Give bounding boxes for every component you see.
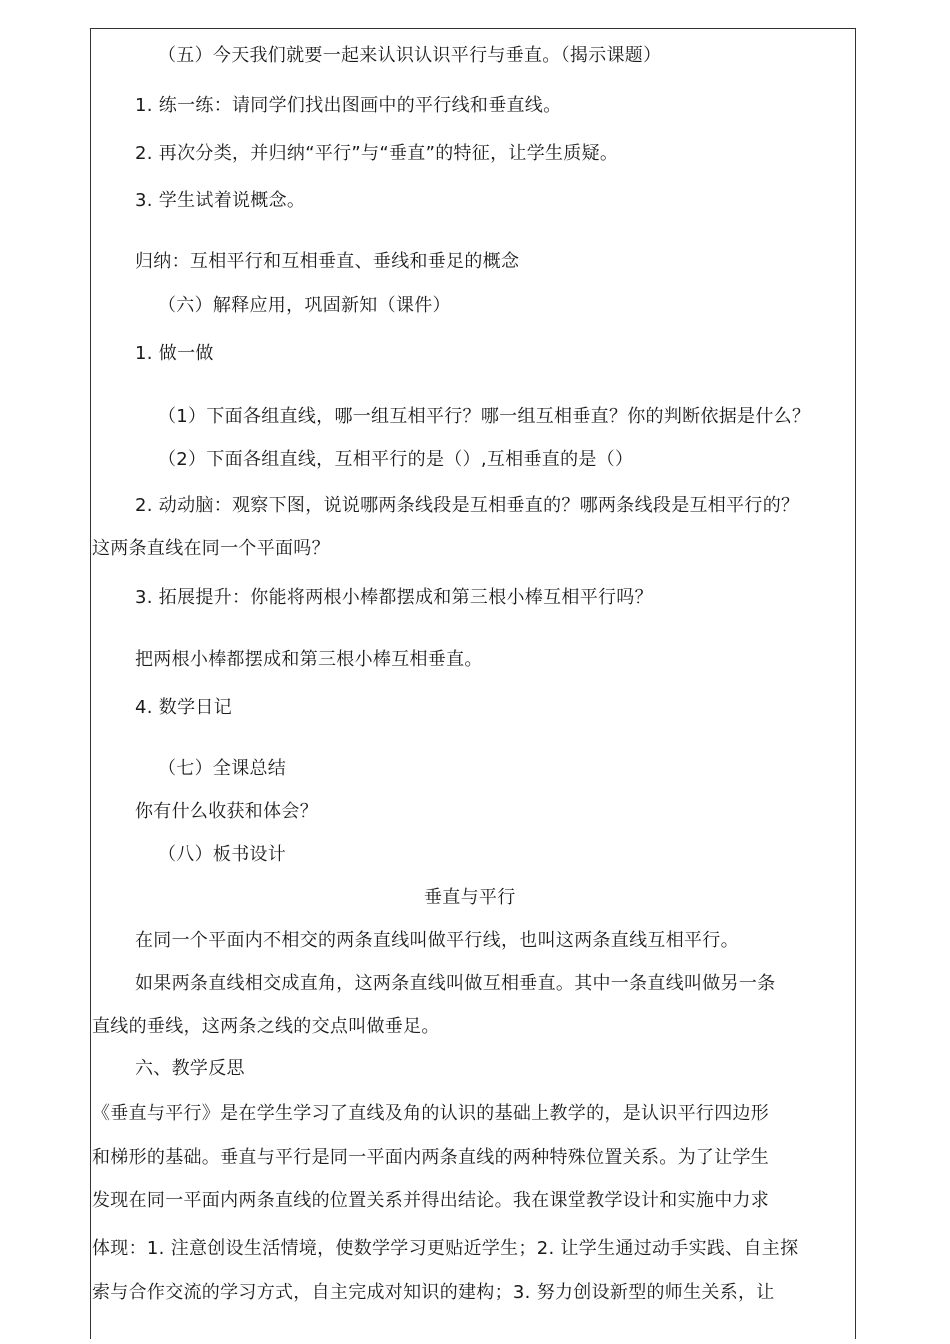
summary-question: 你有什么收获和体会？: [135, 801, 318, 822]
reflection-para-2: 和梯形的基础。垂直与平行是同一平面内两条直线的两种特殊位置关系。为了让学生: [92, 1147, 770, 1168]
reflection-para-1: 《垂直与平行》是在学生学习了直线及角的认识的基础上教学的，是认识平行四边形: [92, 1103, 770, 1124]
reflection-heading: 六、教学反思: [135, 1058, 245, 1079]
summary-concepts: 归纳：互相平行和互相垂直、垂线和垂足的概念: [135, 251, 520, 272]
exercise-2-followup: 这两条直线在同一个平面吗？: [92, 538, 330, 559]
step-2-classify: 2. 再次分类，并归纳“平行”与“垂直”的特征，让学生质疑。: [135, 143, 619, 164]
exercise-3-perpendicular: 把两根小棒都摆成和第三根小棒互相垂直。: [135, 649, 483, 670]
section-eight-heading: （八）板书设计: [158, 844, 287, 865]
reflection-para-4: 体现：1. 注意创设生活情境，使数学学习更贴近学生；2. 让学生通过动手实践、自主探: [92, 1238, 799, 1259]
section-six-heading: （六）解释应用，巩固新知（课件）: [158, 295, 451, 316]
exercise-4-diary: 4. 数学日记: [135, 697, 232, 718]
exercise-1-heading: 1. 做一做: [135, 343, 214, 364]
reflection-para-5: 索与合作交流的学习方式，自主完成对知识的建构；3. 努力创设新型的师生关系，让: [92, 1282, 775, 1303]
section-five-heading: （五）今天我们就要一起来认识认识平行与垂直。（揭示课题）: [158, 45, 662, 66]
board-perpendicular-definition-cont: 直线的垂线，这两条之线的交点叫做垂足。: [92, 1016, 440, 1037]
exercise-1-q1: （1）下面各组直线，哪一组互相平行？哪一组互相垂直？你的判断依据是什么？: [158, 406, 811, 427]
section-seven-heading: （七）全课总结: [158, 758, 287, 779]
exercise-2-brain: 2. 动动脑：观察下图，说说哪两条线段是互相垂直的？哪两条线段是互相平行的？: [135, 495, 800, 516]
board-parallel-definition: 在同一个平面内不相交的两条直线叫做平行线，也叫这两条直线互相平行。: [135, 930, 739, 951]
step-3-concept: 3. 学生试着说概念。: [135, 190, 306, 211]
board-title: 垂直与平行: [424, 887, 516, 908]
board-perpendicular-definition: 如果两条直线相交成直角，这两条直线叫做互相垂直。其中一条直线叫做另一条: [135, 973, 776, 994]
step-1-practice: 1. 练一练：请同学们找出图画中的平行线和垂直线。: [135, 95, 562, 116]
exercise-1-q2: （2）下面各组直线，互相平行的是（）,互相垂直的是（）: [158, 449, 634, 470]
exercise-3-extend: 3. 拓展提升：你能将两根小棒都摆成和第三根小棒互相平行吗？: [135, 587, 653, 608]
reflection-para-3: 发现在同一平面内两条直线的位置关系并得出结论。我在课堂教学设计和实施中力求: [92, 1190, 770, 1211]
table-cell-frame: [90, 28, 856, 1339]
